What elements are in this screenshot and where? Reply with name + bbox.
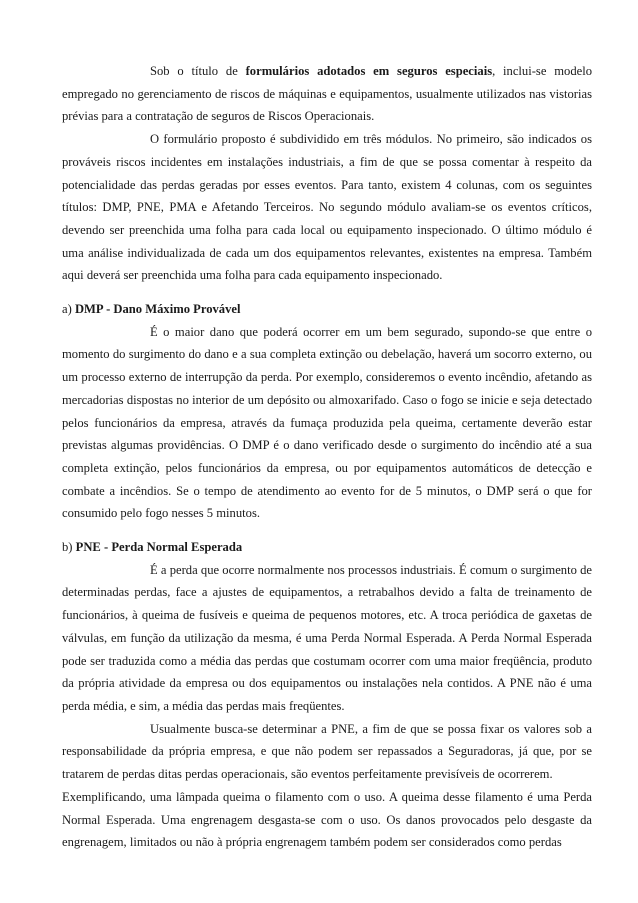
intro-paragraph-2: O formulário proposto é subdividido em três módulos. No primeiro, são indicados os prováveis riscos incidentes em instalações industriais, a fim de que se possa comentar à respeito da potencialidade das perdas geradas por esses eventos. Para tanto, existem 4 colunas, com os seguintes títulos: DMP, PNE, PMA e Afetando Terceiros. No segundo módulo avaliam-se os eventos críticos, devendo ser preenchida uma folha para cada local ou equipamento inspecionado. O último módulo é uma análise individualizada de cada um dos equipamentos relevantes, existentes na empresa. Também aqui deverá ser preenchida uma folha para cada equipamento inspecionado.	[62, 132, 592, 283]
intro-p1-after: , inclui-se modelo empregado no gerenciamento de riscos de máquinas e equipamentos, usualmente utilizados nas vistorias prévias para a contratação de seguros de Riscos Operacionais.	[62, 64, 592, 124]
section-b-paragraph-1: É a perda que ocorre normalmente nos processos industriais. É comum o surgimento de determinadas perdas, face a ajustes de equipamentos, a retrabalhos devido a falta de treinamento de funcionários, à queima de fusíveis e queima de pequenos motores, etc. A troca periódica de gaxetas de válvulas, em função da utilização da mesma, é uma Perda Normal Esperada. A Perda Normal Esperada pode ser traduzida como a média das perdas que costumam ocorrer com uma maior freqüência, produto da própria atividade da empresa ou dos equipamentos ou instalações nela contidos. A PNE não é uma perda média, e sim, a média das perdas mais freqüentes.	[62, 562, 592, 713]
section-b-heading	[62, 536, 592, 559]
section-b-paragraph-3: Exemplificando, uma lâmpada queima o filamento com o uso. A queima desse filamento é uma Perda Normal Esperada. Uma engrenagem desgasta-se com o uso. Os danos provocados pelo desgaste da engrenagem, limitados ou não à própria engrenagem também podem ser considerados como perdas	[62, 789, 592, 850]
section-a-title: DMP - Dano Máximo Provável	[74, 302, 241, 317]
section-gap	[62, 525, 592, 536]
intro-p1-before: Sob o título de	[150, 64, 246, 78]
section-a-paragraph-1: É o maior dano que poderá ocorrer em um bem segurado, supondo-se que entre o momento do surgimento do dano e a sua completa extinção ou debelação, haverá um socorro externo, ou um processo externo de interrupção da perda. Por exemplo, consideremos o evento incêndio, afetando as mercadorias dispostas no interior de um depósito ou almoxarifado. Caso o fogo se inicie e seja detectado pelos funcionários da empresa, através da fumaça produzida pela queima, certamente deverão estar previstas algumas providências. O DMP é o dano verificado desde o surgimento do incêndio até a sua completa extinção, pelos funcionários da empresa, ou por equipamentos automáticos de detecção e combate a incêndios. Se o tempo de atendimento ao evento for de 5 minutos, o DMP será o que for consumido pelo fogo nesses 5 minutos.	[62, 324, 592, 521]
section-a-prefix: a)	[62, 302, 75, 317]
section-a-heading	[62, 298, 592, 321]
section-b-prefix: b)	[62, 540, 76, 555]
section-gap	[62, 287, 592, 298]
section-b-paragraph-2: Usualmente busca-se determinar a PNE, a fim de que se possa fixar os valores sob a responsabilidade da própria empresa, e que não podem ser repassados a Seguradoras, já que, por se tratarem de perdas ditas perdas operacionais, são eventos perfeitamente previsíveis de ocorrerem.	[62, 721, 592, 782]
section-b-title: PNE - Perda Normal Esperada	[75, 540, 243, 555]
intro-p1-bold: formulários adotados em seguros especiais	[245, 64, 493, 78]
intro-paragraph-1	[62, 60, 592, 128]
